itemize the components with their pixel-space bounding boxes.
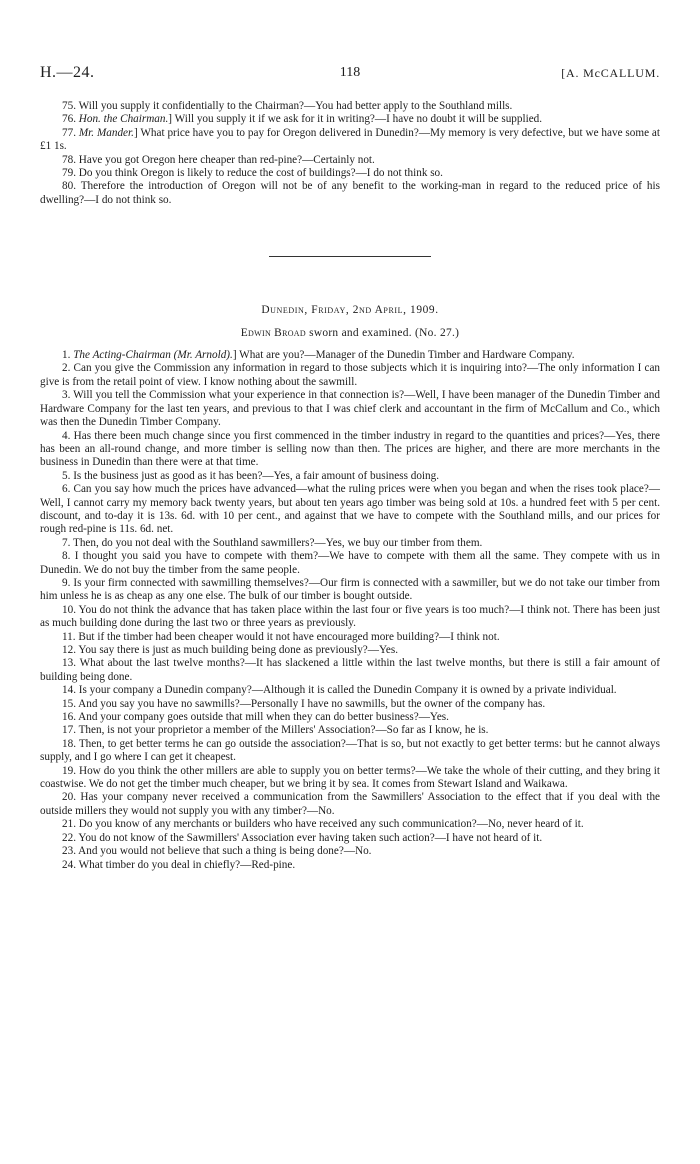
speaker-name: Mr. Mander. — [78, 126, 134, 139]
question-answer — [40, 738, 660, 765]
speaker-name: Hon. the Chairman. — [78, 113, 169, 126]
question-number: 13. — [62, 657, 76, 670]
question-answer-text: Is your company a Dunedin company?—Although it is called the Dunedin Company it is owned by a private individual. — [78, 684, 617, 697]
question-answer — [40, 644, 660, 657]
question-answer — [40, 604, 660, 631]
question-answer-text: And you say you have no sawmills?—Personally I have no sawmills, but the owner of the company has. — [78, 697, 546, 710]
speaker-bracket: ] — [232, 349, 237, 362]
question-answer-text: How do you think the other millers are able to supply you on better terms?—We take the whole of their cutting, and they bring it coastwise. We do not get the timber much cheaper, but we bring it by sea. It comes from Stewart Island and Waikawa. — [40, 764, 661, 791]
witness-running-head: [A. McCALLUM. — [561, 66, 660, 80]
question-number: 5. — [62, 469, 71, 482]
question-answer-text: You do not think the advance that has taken place within the last four or five years is too much?—I think not. There has been just as much building done during the last two or three years as previously. — [40, 603, 660, 630]
question-answer-text: Can you give the Commission any information in regard to those subjects which it is inquiring into?—The only information I can give is from the retail point of view. I know nothing about the sawmill. — [40, 362, 661, 388]
speaker-bracket: ] — [133, 126, 138, 139]
question-answer — [40, 791, 660, 818]
question-answer-text: Have you got Oregon here cheaper than red-pine?—Certainly not. — [78, 153, 375, 166]
question-number: 11. — [62, 630, 76, 643]
question-number: 4. — [62, 429, 71, 442]
question-answer — [40, 832, 660, 845]
question-number: 22. — [62, 831, 76, 844]
question-number: 9. — [62, 576, 71, 589]
question-answer-text: Do you think Oregon is likely to reduce the cost of buildings?—I do not think so. — [78, 167, 443, 180]
question-answer — [40, 154, 660, 167]
question-answer-text: What about the last twelve months?—It has slackened a little within the last twelve months, but there is still a fair amount of building being done. — [40, 657, 660, 683]
speaker-name: The Acting-Chairman (Mr. Arnold). — [73, 349, 233, 362]
question-answer — [40, 765, 660, 792]
question-answer — [40, 167, 660, 180]
question-answer — [40, 483, 660, 537]
question-number: 14. — [62, 684, 76, 697]
question-answer — [40, 684, 660, 697]
question-number: 12. — [62, 644, 76, 656]
question-number: 19. — [62, 764, 76, 777]
question-number: 18. — [62, 737, 76, 750]
question-answer-text: Will you supply it if we ask for it in writing?—I have no doubt it will be supplied. — [172, 113, 543, 126]
question-number: 15. — [62, 697, 76, 710]
question-answer-text: You do not know of the Sawmillers' Association ever having taken such action?—I have not heard of it. — [78, 831, 543, 844]
evidence-block-new-witness — [40, 349, 660, 872]
question-answer — [40, 724, 660, 737]
question-number: 24. — [62, 858, 76, 871]
question-answer — [40, 113, 660, 126]
question-number: 80. — [62, 180, 76, 193]
question-number: 77. — [62, 126, 76, 139]
question-number: 79. — [62, 167, 76, 180]
question-answer-text: Is your firm connected with sawmilling themselves?—Our firm is connected with a sawmiller, but we do not take our timber from him unless he is as cheap as any one else. The bulk of our timber is bought outside. — [40, 576, 661, 603]
question-answer-text: Has there been much change since you first commenced in the timber industry in regard to the quantities and prices?—Yes, there has been an all-round change, and more timber is selling now than then. The prices are higher, and there are more merchants in the business in Dunedin than there were at that time. — [40, 429, 660, 469]
question-number: 21. — [62, 818, 76, 831]
question-answer — [40, 550, 660, 577]
witness-name: Edwin Broad — [240, 326, 306, 339]
question-number: 20. — [62, 791, 76, 804]
question-answer — [40, 362, 660, 389]
question-answer — [40, 430, 660, 470]
question-answer — [40, 698, 660, 711]
question-answer-text: What are you?—Manager of the Dunedin Timber and Hardware Company. — [236, 349, 575, 362]
question-number: 16. — [62, 711, 76, 724]
question-answer — [40, 859, 660, 872]
question-answer-text: Therefore the introduction of Oregon will not be of any benefit to the working-man in regard to the reduced price of his dwelling?—I do not think so. — [40, 180, 660, 206]
question-number: 75. — [62, 100, 76, 112]
report-reference: H.—24. — [40, 64, 95, 81]
question-answer-text: Then, do you not deal with the Southland sawmillers?—Yes, we buy our timber from them. — [73, 536, 483, 549]
speaker-bracket: ] — [168, 113, 173, 126]
question-answer — [40, 389, 660, 429]
question-number: 17. — [62, 724, 76, 737]
section-divider — [269, 256, 431, 257]
page-header — [40, 66, 660, 90]
evidence-block-continued — [40, 100, 660, 207]
question-answer-text: What price have you to pay for Oregon delivered in Dunedin?—My memory is very defective, but we have some at £1 1s. — [40, 126, 660, 153]
question-answer — [40, 180, 660, 207]
question-answer-text: I thought you said you have to compete with them?—We have to compete with them all the same. They compete with us in Dunedin. We do not buy the timber from the same people. — [40, 550, 660, 576]
question-answer — [40, 845, 660, 858]
question-answer — [40, 631, 660, 644]
question-answer-text: And your company goes outside that mill when they can do better business?—Yes. — [78, 711, 449, 724]
question-number: 2. — [62, 362, 71, 375]
question-number: 6. — [62, 483, 71, 496]
question-answer-text: Is the business just as good as it has been?—Yes, a fair amount of business doing. — [73, 469, 440, 482]
question-number: 10. — [62, 603, 76, 616]
page-number: 118 — [339, 65, 361, 80]
question-answer — [40, 100, 660, 113]
question-number: 7. — [62, 536, 71, 549]
question-number: 3. — [62, 389, 71, 402]
question-answer — [40, 711, 660, 724]
question-answer-text: Has your company never received a communication from the Sawmillers' Association to the effect that if you deal with the outside millers they would not supply you with any timber?—No. — [40, 791, 660, 817]
question-answer-text: But if the timber had been cheaper would it not have encouraged more building?—I think not. — [78, 630, 500, 643]
question-number: 23. — [62, 845, 76, 858]
question-number: 8. — [62, 550, 71, 563]
question-answer-text: Do you know of any merchants or builders who have received any such communication?—No, never heard of it. — [78, 818, 584, 831]
question-answer — [40, 657, 660, 684]
question-answer — [40, 577, 660, 604]
question-answer-text: Will you tell the Commission what your experience in that connection is?—Well, I have been manager of the Dunedin Timber and Hardware Company for the last ten years, and previous to that I was chief clerk and accountant in the firm of McCallum and Co., which was then the Dunedin Timber Company. — [40, 389, 660, 429]
witness-heading — [40, 327, 660, 340]
question-number: 78. — [62, 153, 76, 166]
question-answer-text: Then, is not your proprietor a member of the Millers' Association?—So far as I know, he is. — [78, 724, 489, 737]
question-answer-text: What timber do you deal in chiefly?—Red-pine. — [78, 858, 296, 871]
question-answer-text: And you would not believe that such a thing is being done?—No. — [78, 845, 372, 858]
question-answer — [40, 349, 660, 362]
question-answer — [40, 818, 660, 831]
question-answer-text: Then, to get better terms he can go outside the association?—That is so, but not exactly to get better terms: but he cannot always supply, and I go where I can get it cheapest. — [40, 737, 660, 764]
session-date: Dunedin, Friday, 2nd April, 1909. — [261, 304, 439, 317]
witness-sworn-text: sworn and examined. (No. 27.) — [305, 326, 460, 339]
question-answer — [40, 537, 660, 550]
question-number: 1. — [62, 349, 71, 362]
question-answer — [40, 470, 660, 483]
question-answer-text: Will you supply it confidentially to the Chairman?—You had better apply to the Southland mills. — [78, 100, 513, 112]
question-answer-text: Can you say how much the prices have advanced—what the ruling prices were when you began and when the rises took place?—Well, I cannot carry my memory back twenty years, but about ten years ago timber was being sold at 10s. a hundred feet with 5 per cent. discount, and to-day it is 13s. 6d. with 10 per cent., and against that we have to compete with the Southland mills, and our prices for rough red-pine is 11s. 6d. net. — [40, 483, 660, 536]
question-answer-text: You say there is just as much building being done as previously?—Yes. — [78, 644, 399, 656]
question-number: 76. — [62, 113, 76, 126]
question-answer — [40, 127, 660, 154]
